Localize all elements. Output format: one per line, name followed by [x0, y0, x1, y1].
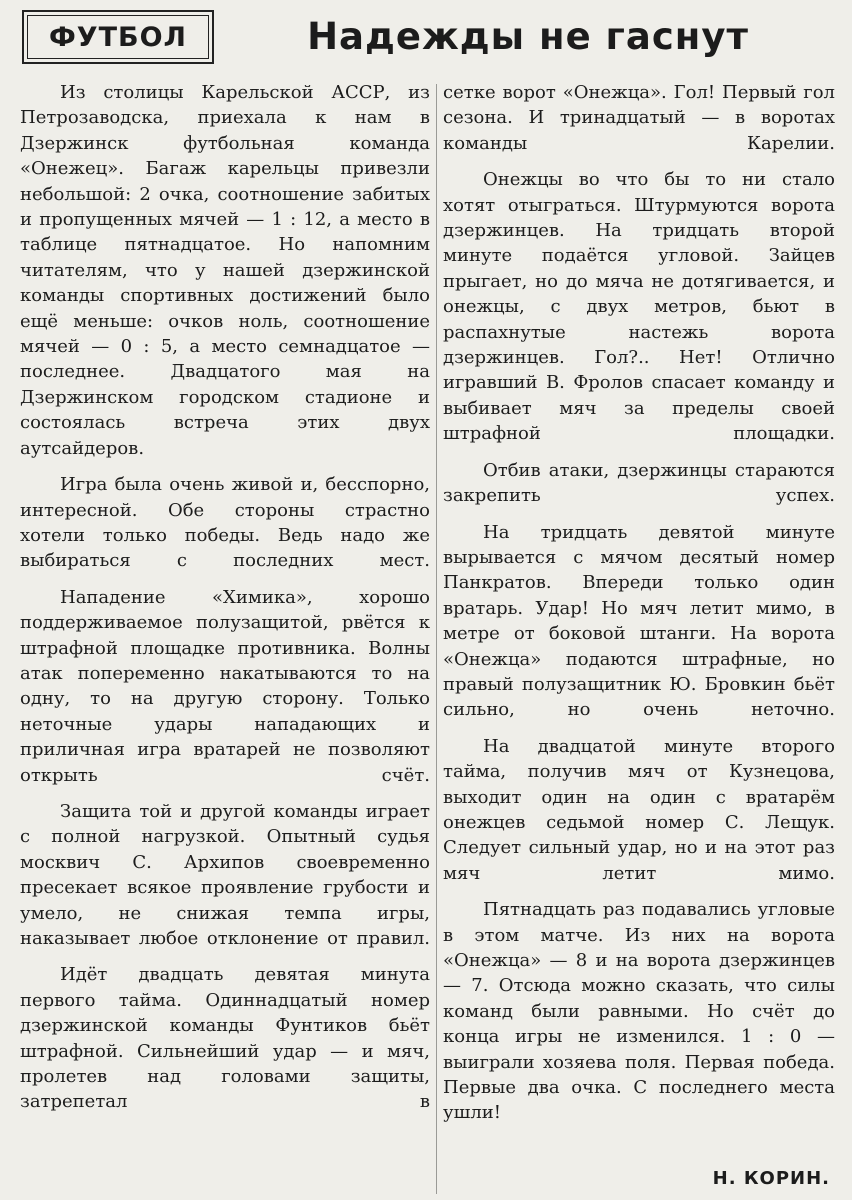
paragraph-continuation: сетке ворот «Онежца». Гол! Первый гол сезона. И тринадцатый — в воротах команды Карелии.: [443, 82, 835, 154]
paragraph: Игра была очень живой и, бесспорно, интересной. Обе стороны страстно хотели только победы. Ведь надо же выбираться с последних мест.: [20, 474, 430, 572]
paragraph: Из столицы Карельской АССР, из Петрозаводска, приехала к нам в Дзержинск футбольная команда «Онежец». Багаж карельцы привезли небольшой: 2 очка, соотношение забитых и пропущенных мячей — 1 : 12, а место в таблице пятнадцатое. Но напомним читателям, что у нашей дзержинской команды спортивных достижений было ещё меньше: очков ноль, соотношение мячей — 0 : 5, а место семнадцатое — последнее. Двадцатого мая на Дзержинском городском стадионе и состоялась встреча этих двух аутсайдеров.: [20, 82, 430, 459]
left-column: [20, 80, 430, 1126]
paragraph: Защита той и другой команды играет с полной нагрузкой. Опытный судья москвич С. Архипов своевременно пресекает всякое проявление грубости и умело, не снижая темпа игры, наказывает любое отклонение от правил.: [20, 800, 430, 949]
paragraph: На тридцать девятой минуте вырывается с мячом десятый номер Панкратов. Впереди только один вратарь. Удар! Но мяч летит мимо, в метре от боковой штанги. На ворота «Онежца» подаются штрафные, но правый полузащитник Ю. Бровкин бьёт сильно, но очень неточно.: [443, 521, 835, 721]
author-signature: Н. КОРИН.: [712, 1168, 830, 1189]
section-rubric: ФУТБОЛ: [22, 10, 214, 64]
column-divider: [436, 84, 437, 1194]
article-header: [0, 0, 852, 80]
paragraph: Онежцы во что бы то ни стало хотят отыграться. Штурмуются ворота дзержинцев. На тридцать второй минуте подаётся угловой. Зайцев прыгает, но до мяча не дотягивается, и онежцы, с двух метров, бьют в распахнутые настежь ворота дзержинцев. Гол?.. Нет! Отлично игравший В. Фролов спасает команду и выбивает мяч за пределы своей штрафной площадки.: [443, 169, 835, 445]
paragraph: Нападение «Химика», хорошо поддерживаемое полузащитой, рвётся к штрафной площадке противника. Волны атак попеременно накатываются то на одну, то на другую сторону. Только неточные удары нападающих и приличная игра вратарей не позволяют открыть счёт.: [20, 586, 430, 786]
paragraph: На двадцатой минуте второго тайма, получив мяч от Кузнецова, выходит один на один с вратарём онежцев седьмой номер С. Лещук. Следует сильный удар, но и на этот раз мяч летит мимо.: [443, 735, 835, 884]
article-headline: Надежды не гаснут: [307, 14, 749, 58]
right-column: [443, 80, 835, 1137]
paragraph: Идёт двадцать девятая минута первого тайма. Одиннадцатый номер дзержинской команды Фунтиков бьёт штрафной. Сильнейший удар — и мяч, пролетев над головами защиты, затрепетал в: [20, 964, 430, 1113]
paragraph: Отбив атаки, дзержинцы стараются закрепить успех.: [443, 459, 835, 507]
paragraph: Пятнадцать раз подавались угловые в этом матче. Из них на ворота «Онежца» — 8 и на ворота дзержинцев — 7. Отсюда можно сказать, что силы команд были равными. Но счёт до конца игры не изменился. 1 : 0 — выиграли хозяева поля. Первая победа. Первые два очка. С последнего места ушли!: [443, 899, 835, 1124]
